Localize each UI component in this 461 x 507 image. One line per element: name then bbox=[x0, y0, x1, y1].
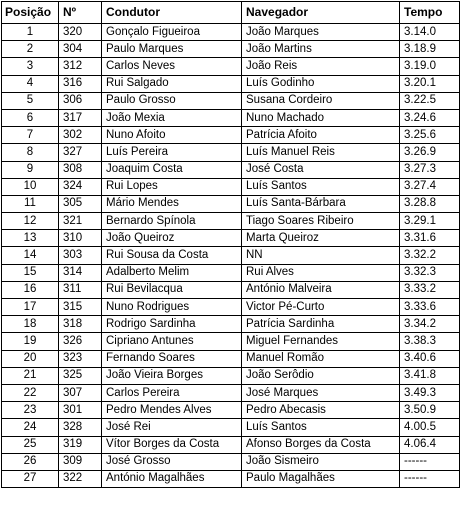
cell-time: 3.19.0 bbox=[400, 58, 460, 75]
cell-time: 3.26.9 bbox=[400, 144, 460, 161]
cell-time: 3.14.0 bbox=[400, 24, 460, 41]
cell-position: 1 bbox=[2, 24, 59, 41]
table-row bbox=[2, 316, 460, 333]
cell-time: 3.31.6 bbox=[400, 230, 460, 247]
cell-time: 3.49.3 bbox=[400, 384, 460, 401]
cell-driver: Joaquim Costa bbox=[102, 161, 242, 178]
cell-navigator: NN bbox=[242, 247, 400, 264]
cell-number: 301 bbox=[59, 402, 102, 419]
cell-position: 9 bbox=[2, 161, 59, 178]
cell-number: 322 bbox=[59, 470, 102, 487]
cell-time: 3.18.9 bbox=[400, 41, 460, 58]
cell-navigator: Tiago Soares Ribeiro bbox=[242, 213, 400, 230]
cell-time: 3.50.9 bbox=[400, 402, 460, 419]
table-row bbox=[2, 367, 460, 384]
table-row bbox=[2, 436, 460, 453]
cell-position: 18 bbox=[2, 316, 59, 333]
cell-navigator: Rui Alves bbox=[242, 264, 400, 281]
cell-number: 306 bbox=[59, 92, 102, 109]
cell-time: ------ bbox=[400, 453, 460, 470]
cell-driver: Rui Sousa da Costa bbox=[102, 247, 242, 264]
cell-driver: Cipriano Antunes bbox=[102, 333, 242, 350]
cell-time: 3.34.2 bbox=[400, 316, 460, 333]
header-number: Nº bbox=[59, 2, 102, 24]
cell-navigator: José Marques bbox=[242, 384, 400, 401]
cell-time: 3.28.8 bbox=[400, 195, 460, 212]
cell-navigator: Victor Pé-Curto bbox=[242, 299, 400, 316]
cell-position: 15 bbox=[2, 264, 59, 281]
cell-number: 307 bbox=[59, 384, 102, 401]
table-row bbox=[2, 92, 460, 109]
table-row bbox=[2, 264, 460, 281]
cell-navigator: Luís Santos bbox=[242, 419, 400, 436]
cell-navigator: José Costa bbox=[242, 161, 400, 178]
cell-navigator: João Serôdio bbox=[242, 367, 400, 384]
cell-position: 19 bbox=[2, 333, 59, 350]
table-row bbox=[2, 247, 460, 264]
cell-navigator: Marta Queiroz bbox=[242, 230, 400, 247]
results-table bbox=[1, 1, 460, 488]
table-row bbox=[2, 384, 460, 401]
table-row bbox=[2, 419, 460, 436]
cell-navigator: João Marques bbox=[242, 24, 400, 41]
cell-navigator: João Martins bbox=[242, 41, 400, 58]
cell-position: 7 bbox=[2, 127, 59, 144]
cell-position: 27 bbox=[2, 470, 59, 487]
cell-number: 323 bbox=[59, 350, 102, 367]
cell-position: 8 bbox=[2, 144, 59, 161]
cell-position: 12 bbox=[2, 213, 59, 230]
cell-driver: João Mexia bbox=[102, 109, 242, 126]
cell-navigator: António Malveira bbox=[242, 281, 400, 298]
cell-position: 24 bbox=[2, 419, 59, 436]
cell-navigator: João Sismeiro bbox=[242, 453, 400, 470]
cell-position: 26 bbox=[2, 453, 59, 470]
cell-position: 22 bbox=[2, 384, 59, 401]
cell-number: 302 bbox=[59, 127, 102, 144]
cell-time: 3.24.6 bbox=[400, 109, 460, 126]
cell-driver: Carlos Neves bbox=[102, 58, 242, 75]
header-navigator: Navegador bbox=[242, 2, 400, 24]
table-row bbox=[2, 453, 460, 470]
cell-number: 321 bbox=[59, 213, 102, 230]
cell-navigator: Susana Cordeiro bbox=[242, 92, 400, 109]
cell-number: 324 bbox=[59, 178, 102, 195]
cell-position: 14 bbox=[2, 247, 59, 264]
cell-number: 328 bbox=[59, 419, 102, 436]
cell-position: 10 bbox=[2, 178, 59, 195]
cell-number: 320 bbox=[59, 24, 102, 41]
cell-driver: Rui Salgado bbox=[102, 75, 242, 92]
cell-time: 3.22.5 bbox=[400, 92, 460, 109]
header-position: Posição bbox=[2, 2, 59, 24]
cell-time: 3.32.2 bbox=[400, 247, 460, 264]
cell-position: 2 bbox=[2, 41, 59, 58]
cell-navigator: Afonso Borges da Costa bbox=[242, 436, 400, 453]
cell-driver: Rui Bevilacqua bbox=[102, 281, 242, 298]
cell-number: 317 bbox=[59, 109, 102, 126]
table-row bbox=[2, 178, 460, 195]
cell-driver: Nuno Afoito bbox=[102, 127, 242, 144]
cell-number: 314 bbox=[59, 264, 102, 281]
table-row bbox=[2, 470, 460, 487]
table-row bbox=[2, 402, 460, 419]
cell-driver: Nuno Rodrigues bbox=[102, 299, 242, 316]
cell-driver: Paulo Marques bbox=[102, 41, 242, 58]
header-driver: Condutor bbox=[102, 2, 242, 24]
cell-position: 16 bbox=[2, 281, 59, 298]
cell-driver: António Magalhães bbox=[102, 470, 242, 487]
cell-position: 17 bbox=[2, 299, 59, 316]
table-row bbox=[2, 144, 460, 161]
cell-driver: Mário Mendes bbox=[102, 195, 242, 212]
cell-driver: Luís Pereira bbox=[102, 144, 242, 161]
table-row bbox=[2, 299, 460, 316]
cell-driver: João Vieira Borges bbox=[102, 367, 242, 384]
cell-navigator: João Reis bbox=[242, 58, 400, 75]
cell-number: 326 bbox=[59, 333, 102, 350]
cell-position: 5 bbox=[2, 92, 59, 109]
cell-position: 6 bbox=[2, 109, 59, 126]
table-row bbox=[2, 75, 460, 92]
cell-time: 3.25.6 bbox=[400, 127, 460, 144]
table-row bbox=[2, 281, 460, 298]
cell-position: 25 bbox=[2, 436, 59, 453]
cell-time: 3.33.6 bbox=[400, 299, 460, 316]
cell-time: 3.27.4 bbox=[400, 178, 460, 195]
table-row bbox=[2, 161, 460, 178]
table-row bbox=[2, 230, 460, 247]
cell-position: 21 bbox=[2, 367, 59, 384]
table-row bbox=[2, 333, 460, 350]
cell-position: 23 bbox=[2, 402, 59, 419]
cell-time: 3.40.6 bbox=[400, 350, 460, 367]
cell-driver: Paulo Grosso bbox=[102, 92, 242, 109]
cell-navigator: Patrícia Sardinha bbox=[242, 316, 400, 333]
cell-navigator: Luís Manuel Reis bbox=[242, 144, 400, 161]
cell-time: 3.33.2 bbox=[400, 281, 460, 298]
cell-time: 3.27.3 bbox=[400, 161, 460, 178]
cell-time: 3.20.1 bbox=[400, 75, 460, 92]
cell-time: ------ bbox=[400, 470, 460, 487]
cell-number: 304 bbox=[59, 41, 102, 58]
cell-driver: José Grosso bbox=[102, 453, 242, 470]
cell-position: 11 bbox=[2, 195, 59, 212]
cell-number: 315 bbox=[59, 299, 102, 316]
table-row bbox=[2, 127, 460, 144]
cell-navigator: Patrícia Afoito bbox=[242, 127, 400, 144]
cell-driver: Carlos Pereira bbox=[102, 384, 242, 401]
cell-number: 316 bbox=[59, 75, 102, 92]
cell-navigator: Luís Godinho bbox=[242, 75, 400, 92]
cell-position: 3 bbox=[2, 58, 59, 75]
table-row bbox=[2, 41, 460, 58]
cell-time: 3.29.1 bbox=[400, 213, 460, 230]
cell-driver: Bernardo Spínola bbox=[102, 213, 242, 230]
cell-time: 3.38.3 bbox=[400, 333, 460, 350]
cell-navigator: Miguel Fernandes bbox=[242, 333, 400, 350]
cell-time: 3.32.3 bbox=[400, 264, 460, 281]
cell-driver: Adalberto Melim bbox=[102, 264, 242, 281]
cell-number: 303 bbox=[59, 247, 102, 264]
cell-number: 309 bbox=[59, 453, 102, 470]
cell-driver: Vítor Borges da Costa bbox=[102, 436, 242, 453]
cell-navigator: Luís Santa-Bárbara bbox=[242, 195, 400, 212]
cell-number: 308 bbox=[59, 161, 102, 178]
cell-navigator: Manuel Romão bbox=[242, 350, 400, 367]
cell-number: 311 bbox=[59, 281, 102, 298]
cell-number: 310 bbox=[59, 230, 102, 247]
cell-driver: Fernando Soares bbox=[102, 350, 242, 367]
cell-number: 312 bbox=[59, 58, 102, 75]
cell-driver: Gonçalo Figueiroa bbox=[102, 24, 242, 41]
table-row bbox=[2, 109, 460, 126]
cell-driver: Rui Lopes bbox=[102, 178, 242, 195]
cell-navigator: Nuno Machado bbox=[242, 109, 400, 126]
cell-navigator: Pedro Abecasis bbox=[242, 402, 400, 419]
cell-number: 319 bbox=[59, 436, 102, 453]
cell-number: 327 bbox=[59, 144, 102, 161]
table-body bbox=[2, 24, 460, 488]
cell-driver: Pedro Mendes Alves bbox=[102, 402, 242, 419]
cell-driver: João Queiroz bbox=[102, 230, 242, 247]
cell-time: 4.06.4 bbox=[400, 436, 460, 453]
cell-time: 4.00.5 bbox=[400, 419, 460, 436]
table-row bbox=[2, 350, 460, 367]
table-row bbox=[2, 58, 460, 75]
cell-number: 325 bbox=[59, 367, 102, 384]
cell-navigator: Luís Santos bbox=[242, 178, 400, 195]
table-row bbox=[2, 213, 460, 230]
cell-position: 13 bbox=[2, 230, 59, 247]
cell-navigator: Paulo Magalhães bbox=[242, 470, 400, 487]
table-row bbox=[2, 24, 460, 41]
table-header bbox=[2, 2, 460, 24]
cell-driver: José Rei bbox=[102, 419, 242, 436]
cell-driver: Rodrigo Sardinha bbox=[102, 316, 242, 333]
table-row bbox=[2, 195, 460, 212]
cell-time: 3.41.8 bbox=[400, 367, 460, 384]
cell-number: 318 bbox=[59, 316, 102, 333]
header-time: Tempo bbox=[400, 2, 460, 24]
header-row bbox=[2, 2, 460, 24]
cell-position: 20 bbox=[2, 350, 59, 367]
cell-number: 305 bbox=[59, 195, 102, 212]
cell-position: 4 bbox=[2, 75, 59, 92]
